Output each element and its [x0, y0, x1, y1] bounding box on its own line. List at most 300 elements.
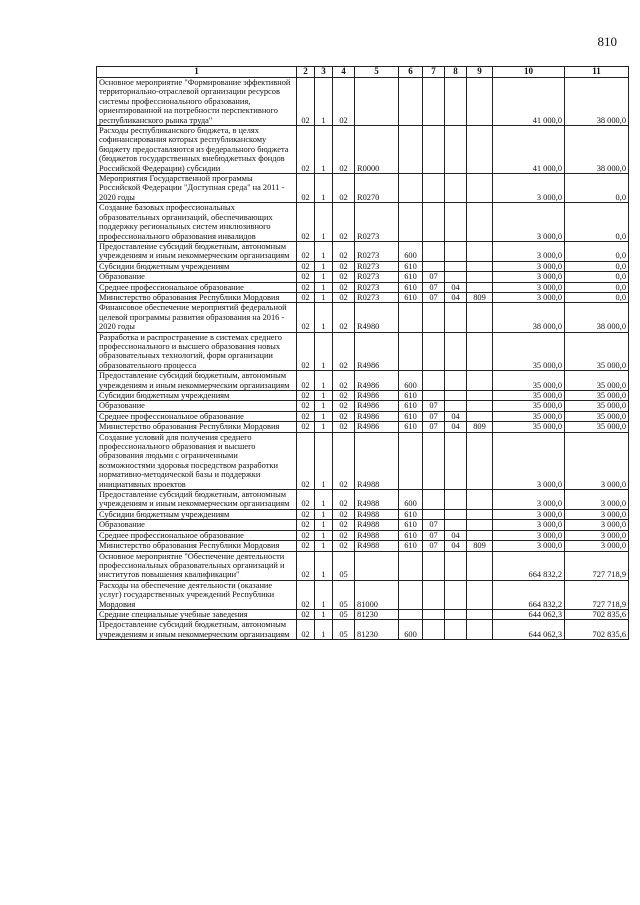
- amount-cell-10: 3 000,0: [493, 530, 565, 540]
- code-cell-4: 05: [333, 580, 355, 609]
- code-cell-3: 1: [315, 422, 333, 432]
- code-cell-8: [445, 126, 467, 174]
- code-cell-8: [445, 203, 467, 242]
- code-cell-6: 610: [399, 292, 423, 302]
- table-row: [97, 126, 629, 174]
- code-cell-9: [467, 580, 493, 609]
- table-row: [97, 520, 629, 530]
- code-cell-4: 02: [333, 126, 355, 174]
- row-name-cell: Расходы республиканского бюджета, в целях софинансирования которых республиканскому бюджету предоставляются из федерального бюджета (бюджетов государственных внебюджетных фондов Российской Федерации) субсидии: [97, 126, 297, 174]
- code-cell-9: [467, 620, 493, 640]
- amount-cell-11: 0,0: [565, 203, 629, 242]
- code-cell-6: [399, 174, 423, 203]
- column-number: 1: [97, 67, 297, 78]
- code-cell-9: [467, 174, 493, 203]
- page-number: 810: [597, 34, 617, 49]
- amount-cell-10: 35 000,0: [493, 391, 565, 401]
- code-cell-6: 610: [399, 272, 423, 282]
- code-cell-7: 07: [423, 282, 445, 292]
- code-cell-5: R0000: [355, 126, 399, 174]
- code-cell-5: R0273: [355, 203, 399, 242]
- table-row: [97, 391, 629, 401]
- code-cell-9: [467, 282, 493, 292]
- code-cell-9: [467, 432, 493, 489]
- code-cell-3: 1: [315, 401, 333, 411]
- table-row: [97, 490, 629, 510]
- code-cell-2: 02: [297, 609, 315, 619]
- amount-cell-10: 664 832,2: [493, 580, 565, 609]
- amount-cell-11: 0,0: [565, 261, 629, 271]
- code-cell-7: [423, 490, 445, 510]
- code-cell-6: [399, 580, 423, 609]
- amount-cell-11: 35 000,0: [565, 422, 629, 432]
- code-cell-2: 02: [297, 422, 315, 432]
- code-cell-8: [445, 620, 467, 640]
- code-cell-3: 1: [315, 78, 333, 126]
- code-cell-3: 1: [315, 411, 333, 421]
- code-cell-5: R4986: [355, 371, 399, 391]
- code-cell-9: [467, 126, 493, 174]
- row-name-cell: Основное мероприятие "Формирование эффективной территориально-отраслевой организации ресурсов системы профессионального образования, ориентированной на потребности перспективного республиканского рынка труда": [97, 78, 297, 126]
- amount-cell-10: 38 000,0: [493, 303, 565, 332]
- column-number: 10: [493, 67, 565, 78]
- code-cell-6: [399, 303, 423, 332]
- amount-cell-10: 35 000,0: [493, 422, 565, 432]
- code-cell-6: 610: [399, 391, 423, 401]
- code-cell-5: R0273: [355, 241, 399, 261]
- amount-cell-11: 702 835,6: [565, 620, 629, 640]
- code-cell-8: [445, 509, 467, 519]
- code-cell-6: 610: [399, 401, 423, 411]
- code-cell-7: 07: [423, 292, 445, 302]
- code-cell-5: R4988: [355, 509, 399, 519]
- code-cell-5: R4986: [355, 411, 399, 421]
- row-name-cell: Среднее профессиональное образование: [97, 530, 297, 540]
- code-cell-2: 02: [297, 432, 315, 489]
- code-cell-2: 02: [297, 282, 315, 292]
- amount-cell-11: 0,0: [565, 272, 629, 282]
- code-cell-5: R0273: [355, 261, 399, 271]
- code-cell-7: [423, 203, 445, 242]
- row-name-cell: Субсидии бюджетным учреждениям: [97, 509, 297, 519]
- code-cell-4: 02: [333, 490, 355, 510]
- code-cell-9: [467, 520, 493, 530]
- code-cell-6: [399, 332, 423, 371]
- table-row: [97, 541, 629, 551]
- code-cell-2: 02: [297, 261, 315, 271]
- code-cell-3: 1: [315, 580, 333, 609]
- table-row: [97, 174, 629, 203]
- column-number: 2: [297, 67, 315, 78]
- code-cell-8: 04: [445, 292, 467, 302]
- code-cell-7: 07: [423, 541, 445, 551]
- row-name-cell: Среднее профессиональное образование: [97, 282, 297, 292]
- code-cell-8: [445, 272, 467, 282]
- code-cell-8: [445, 261, 467, 271]
- row-name-cell: Министерство образования Республики Мордовия: [97, 422, 297, 432]
- code-cell-7: [423, 241, 445, 261]
- amount-cell-11: 35 000,0: [565, 332, 629, 371]
- code-cell-3: 1: [315, 551, 333, 580]
- code-cell-5: 81230: [355, 620, 399, 640]
- code-cell-3: 1: [315, 520, 333, 530]
- row-name-cell: Создание условий для получения среднего профессионального образования и высшего образования людьми с ограниченными возможностями здоровья посредством разработки нормативно-методической базы и поддержки инициативных проектов: [97, 432, 297, 489]
- code-cell-4: 02: [333, 541, 355, 551]
- code-cell-8: [445, 432, 467, 489]
- code-cell-4: 02: [333, 174, 355, 203]
- code-cell-9: 809: [467, 292, 493, 302]
- code-cell-8: 04: [445, 530, 467, 540]
- code-cell-4: 02: [333, 261, 355, 271]
- table-row: [97, 509, 629, 519]
- code-cell-8: [445, 241, 467, 261]
- code-cell-4: 02: [333, 432, 355, 489]
- code-cell-8: [445, 371, 467, 391]
- code-cell-9: [467, 411, 493, 421]
- code-cell-7: [423, 580, 445, 609]
- table-row: [97, 303, 629, 332]
- code-cell-4: 05: [333, 551, 355, 580]
- code-cell-5: [355, 551, 399, 580]
- row-name-cell: Предоставление субсидий бюджетным, автономным учреждениям и иным некоммерческим организациям: [97, 241, 297, 261]
- budget-table: [96, 66, 629, 640]
- table-row: [97, 272, 629, 282]
- code-cell-7: [423, 609, 445, 619]
- code-cell-4: 02: [333, 422, 355, 432]
- amount-cell-11: 35 000,0: [565, 371, 629, 391]
- code-cell-7: 07: [423, 272, 445, 282]
- table-row: [97, 261, 629, 271]
- amount-cell-11: 3 000,0: [565, 530, 629, 540]
- code-cell-9: 809: [467, 541, 493, 551]
- code-cell-5: R4986: [355, 332, 399, 371]
- amount-cell-11: 727 718,9: [565, 580, 629, 609]
- code-cell-8: 04: [445, 541, 467, 551]
- amount-cell-11: 35 000,0: [565, 391, 629, 401]
- code-cell-4: 02: [333, 509, 355, 519]
- table-row: [97, 371, 629, 391]
- code-cell-7: 07: [423, 530, 445, 540]
- code-cell-7: 07: [423, 401, 445, 411]
- code-cell-3: 1: [315, 371, 333, 391]
- code-cell-2: 02: [297, 272, 315, 282]
- code-cell-7: [423, 432, 445, 489]
- code-cell-3: 1: [315, 609, 333, 619]
- code-cell-9: [467, 551, 493, 580]
- code-cell-2: 02: [297, 203, 315, 242]
- row-name-cell: Предоставление субсидий бюджетным, автономным учреждениям и иным некоммерческим организациям: [97, 620, 297, 640]
- code-cell-9: [467, 203, 493, 242]
- column-number: 4: [333, 67, 355, 78]
- amount-cell-10: 3 000,0: [493, 282, 565, 292]
- code-cell-9: [467, 609, 493, 619]
- code-cell-2: 02: [297, 411, 315, 421]
- code-cell-6: 600: [399, 490, 423, 510]
- column-number: 8: [445, 67, 467, 78]
- code-cell-3: 1: [315, 509, 333, 519]
- code-cell-5: R4988: [355, 530, 399, 540]
- code-cell-4: 02: [333, 391, 355, 401]
- code-cell-3: 1: [315, 530, 333, 540]
- code-cell-3: 1: [315, 541, 333, 551]
- code-cell-7: [423, 261, 445, 271]
- code-cell-7: [423, 126, 445, 174]
- amount-cell-10: 41 000,0: [493, 78, 565, 126]
- code-cell-6: [399, 78, 423, 126]
- column-number: 6: [399, 67, 423, 78]
- amount-cell-11: 3 000,0: [565, 520, 629, 530]
- code-cell-2: 02: [297, 391, 315, 401]
- row-name-cell: Финансовое обеспечение мероприятий федеральной целевой программы развития образования на 2016 - 2020 годы: [97, 303, 297, 332]
- amount-cell-10: 3 000,0: [493, 432, 565, 489]
- code-cell-2: 02: [297, 303, 315, 332]
- code-cell-8: [445, 490, 467, 510]
- table-row: [97, 432, 629, 489]
- code-cell-5: R4988: [355, 541, 399, 551]
- code-cell-5: R4986: [355, 422, 399, 432]
- code-cell-5: R0273: [355, 282, 399, 292]
- code-cell-3: 1: [315, 261, 333, 271]
- code-cell-3: 1: [315, 174, 333, 203]
- code-cell-3: 1: [315, 292, 333, 302]
- code-cell-5: [355, 78, 399, 126]
- amount-cell-10: 3 000,0: [493, 520, 565, 530]
- code-cell-6: [399, 609, 423, 619]
- amount-cell-10: 3 000,0: [493, 174, 565, 203]
- code-cell-7: [423, 391, 445, 401]
- amount-cell-10: 3 000,0: [493, 292, 565, 302]
- code-cell-5: 81000: [355, 580, 399, 609]
- code-cell-4: 02: [333, 332, 355, 371]
- table-row: [97, 580, 629, 609]
- amount-cell-10: 3 000,0: [493, 261, 565, 271]
- code-cell-5: 81230: [355, 609, 399, 619]
- code-cell-3: 1: [315, 391, 333, 401]
- code-cell-6: [399, 203, 423, 242]
- amount-cell-10: 3 000,0: [493, 203, 565, 242]
- amount-cell-11: 702 835,6: [565, 609, 629, 619]
- code-cell-2: 02: [297, 78, 315, 126]
- code-cell-2: 02: [297, 620, 315, 640]
- table-row: [97, 241, 629, 261]
- code-cell-6: 600: [399, 620, 423, 640]
- code-cell-7: [423, 371, 445, 391]
- code-cell-5: R4988: [355, 432, 399, 489]
- code-cell-7: 07: [423, 520, 445, 530]
- table-row: [97, 530, 629, 540]
- table-row: [97, 551, 629, 580]
- code-cell-5: R4988: [355, 490, 399, 510]
- amount-cell-11: 0,0: [565, 241, 629, 261]
- amount-cell-10: 35 000,0: [493, 371, 565, 391]
- table-row: [97, 203, 629, 242]
- code-cell-9: [467, 272, 493, 282]
- amount-cell-10: 3 000,0: [493, 509, 565, 519]
- table-row: [97, 411, 629, 421]
- code-cell-6: 610: [399, 422, 423, 432]
- code-cell-4: 02: [333, 282, 355, 292]
- amount-cell-10: 664 832,2: [493, 551, 565, 580]
- code-cell-7: [423, 620, 445, 640]
- amount-cell-11: 3 000,0: [565, 490, 629, 510]
- code-cell-6: [399, 126, 423, 174]
- code-cell-8: [445, 332, 467, 371]
- code-cell-3: 1: [315, 282, 333, 292]
- code-cell-8: [445, 609, 467, 619]
- amount-cell-10: 3 000,0: [493, 541, 565, 551]
- code-cell-2: 02: [297, 551, 315, 580]
- code-cell-7: [423, 332, 445, 371]
- code-cell-9: [467, 78, 493, 126]
- code-cell-7: 07: [423, 411, 445, 421]
- code-cell-8: 04: [445, 422, 467, 432]
- code-cell-3: 1: [315, 203, 333, 242]
- code-cell-3: 1: [315, 432, 333, 489]
- code-cell-8: [445, 580, 467, 609]
- code-cell-9: [467, 391, 493, 401]
- code-cell-9: 809: [467, 422, 493, 432]
- amount-cell-10: 3 000,0: [493, 272, 565, 282]
- row-name-cell: Субсидии бюджетным учреждениям: [97, 391, 297, 401]
- code-cell-6: 610: [399, 261, 423, 271]
- code-cell-6: 600: [399, 371, 423, 391]
- amount-cell-11: 38 000,0: [565, 78, 629, 126]
- code-cell-2: 02: [297, 332, 315, 371]
- row-name-cell: Разработка и распространение в системах среднего профессионального и высшего образования новых образовательных технологий, форм организации образовательного процесса: [97, 332, 297, 371]
- amount-cell-11: 0,0: [565, 292, 629, 302]
- code-cell-2: 02: [297, 292, 315, 302]
- code-cell-9: [467, 509, 493, 519]
- code-cell-7: [423, 174, 445, 203]
- code-cell-6: 610: [399, 282, 423, 292]
- amount-cell-10: 3 000,0: [493, 490, 565, 510]
- column-number-header-row: [97, 67, 629, 78]
- table-row: [97, 620, 629, 640]
- code-cell-2: 02: [297, 401, 315, 411]
- code-cell-6: [399, 432, 423, 489]
- code-cell-4: 02: [333, 303, 355, 332]
- row-name-cell: Министерство образования Республики Мордовия: [97, 292, 297, 302]
- row-name-cell: Расходы на обеспечение деятельности (оказание услуг) государственных учреждений Республики Мордовия: [97, 580, 297, 609]
- row-name-cell: Среднее профессиональное образование: [97, 411, 297, 421]
- column-number: 7: [423, 67, 445, 78]
- code-cell-9: [467, 332, 493, 371]
- amount-cell-11: 3 000,0: [565, 432, 629, 489]
- code-cell-4: 02: [333, 401, 355, 411]
- row-name-cell: Образование: [97, 272, 297, 282]
- table-body: [97, 78, 629, 640]
- code-cell-6: 600: [399, 241, 423, 261]
- amount-cell-10: 35 000,0: [493, 411, 565, 421]
- amount-cell-11: 3 000,0: [565, 541, 629, 551]
- code-cell-6: 610: [399, 541, 423, 551]
- amount-cell-11: 0,0: [565, 174, 629, 203]
- code-cell-5: R0273: [355, 292, 399, 302]
- column-number: 3: [315, 67, 333, 78]
- table-row: [97, 292, 629, 302]
- code-cell-4: 02: [333, 78, 355, 126]
- code-cell-9: [467, 490, 493, 510]
- code-cell-6: 610: [399, 411, 423, 421]
- column-number: 9: [467, 67, 493, 78]
- code-cell-2: 02: [297, 241, 315, 261]
- code-cell-8: [445, 401, 467, 411]
- code-cell-7: [423, 551, 445, 580]
- code-cell-2: 02: [297, 530, 315, 540]
- code-cell-2: 02: [297, 174, 315, 203]
- code-cell-3: 1: [315, 272, 333, 282]
- row-name-cell: Субсидии бюджетным учреждениям: [97, 261, 297, 271]
- code-cell-4: 02: [333, 272, 355, 282]
- code-cell-2: 02: [297, 509, 315, 519]
- code-cell-4: 02: [333, 411, 355, 421]
- row-name-cell: Образование: [97, 520, 297, 530]
- code-cell-3: 1: [315, 126, 333, 174]
- code-cell-3: 1: [315, 620, 333, 640]
- amount-cell-11: 35 000,0: [565, 401, 629, 411]
- table-row: [97, 332, 629, 371]
- code-cell-4: 02: [333, 530, 355, 540]
- code-cell-5: R0270: [355, 174, 399, 203]
- code-cell-5: R4986: [355, 391, 399, 401]
- code-cell-4: 02: [333, 371, 355, 391]
- code-cell-3: 1: [315, 241, 333, 261]
- code-cell-2: 02: [297, 520, 315, 530]
- code-cell-6: 610: [399, 530, 423, 540]
- table-row: [97, 422, 629, 432]
- code-cell-3: 1: [315, 332, 333, 371]
- code-cell-4: 02: [333, 520, 355, 530]
- code-cell-5: R0273: [355, 272, 399, 282]
- code-cell-9: [467, 401, 493, 411]
- code-cell-6: 610: [399, 509, 423, 519]
- code-cell-3: 1: [315, 303, 333, 332]
- code-cell-2: 02: [297, 490, 315, 510]
- code-cell-8: [445, 391, 467, 401]
- amount-cell-11: 0,0: [565, 282, 629, 292]
- code-cell-2: 02: [297, 580, 315, 609]
- code-cell-3: 1: [315, 490, 333, 510]
- amount-cell-11: 727 718,9: [565, 551, 629, 580]
- code-cell-9: [467, 261, 493, 271]
- table-row: [97, 401, 629, 411]
- row-name-cell: Мероприятия Государственной программы Российской Федерации "Доступная среда" на 2011 - 2020 годы: [97, 174, 297, 203]
- code-cell-2: 02: [297, 541, 315, 551]
- amount-cell-11: 35 000,0: [565, 411, 629, 421]
- amount-cell-10: 644 062,3: [493, 609, 565, 619]
- table-row: [97, 78, 629, 126]
- amount-cell-10: 35 000,0: [493, 401, 565, 411]
- column-number: 5: [355, 67, 399, 78]
- code-cell-4: 02: [333, 203, 355, 242]
- amount-cell-10: 644 062,3: [493, 620, 565, 640]
- table-row: [97, 609, 629, 619]
- code-cell-7: [423, 509, 445, 519]
- row-name-cell: Основное мероприятие "Обеспечение деятельности профессиональных образовательных организаций и институтов повышения квалификации": [97, 551, 297, 580]
- row-name-cell: Средние специальные учебные заведения: [97, 609, 297, 619]
- code-cell-9: [467, 371, 493, 391]
- code-cell-9: [467, 530, 493, 540]
- column-number: 11: [565, 67, 629, 78]
- code-cell-8: [445, 551, 467, 580]
- code-cell-8: 04: [445, 282, 467, 292]
- code-cell-8: [445, 303, 467, 332]
- code-cell-4: 02: [333, 241, 355, 261]
- code-cell-8: 04: [445, 411, 467, 421]
- amount-cell-10: 3 000,0: [493, 241, 565, 261]
- code-cell-9: [467, 241, 493, 261]
- code-cell-8: [445, 78, 467, 126]
